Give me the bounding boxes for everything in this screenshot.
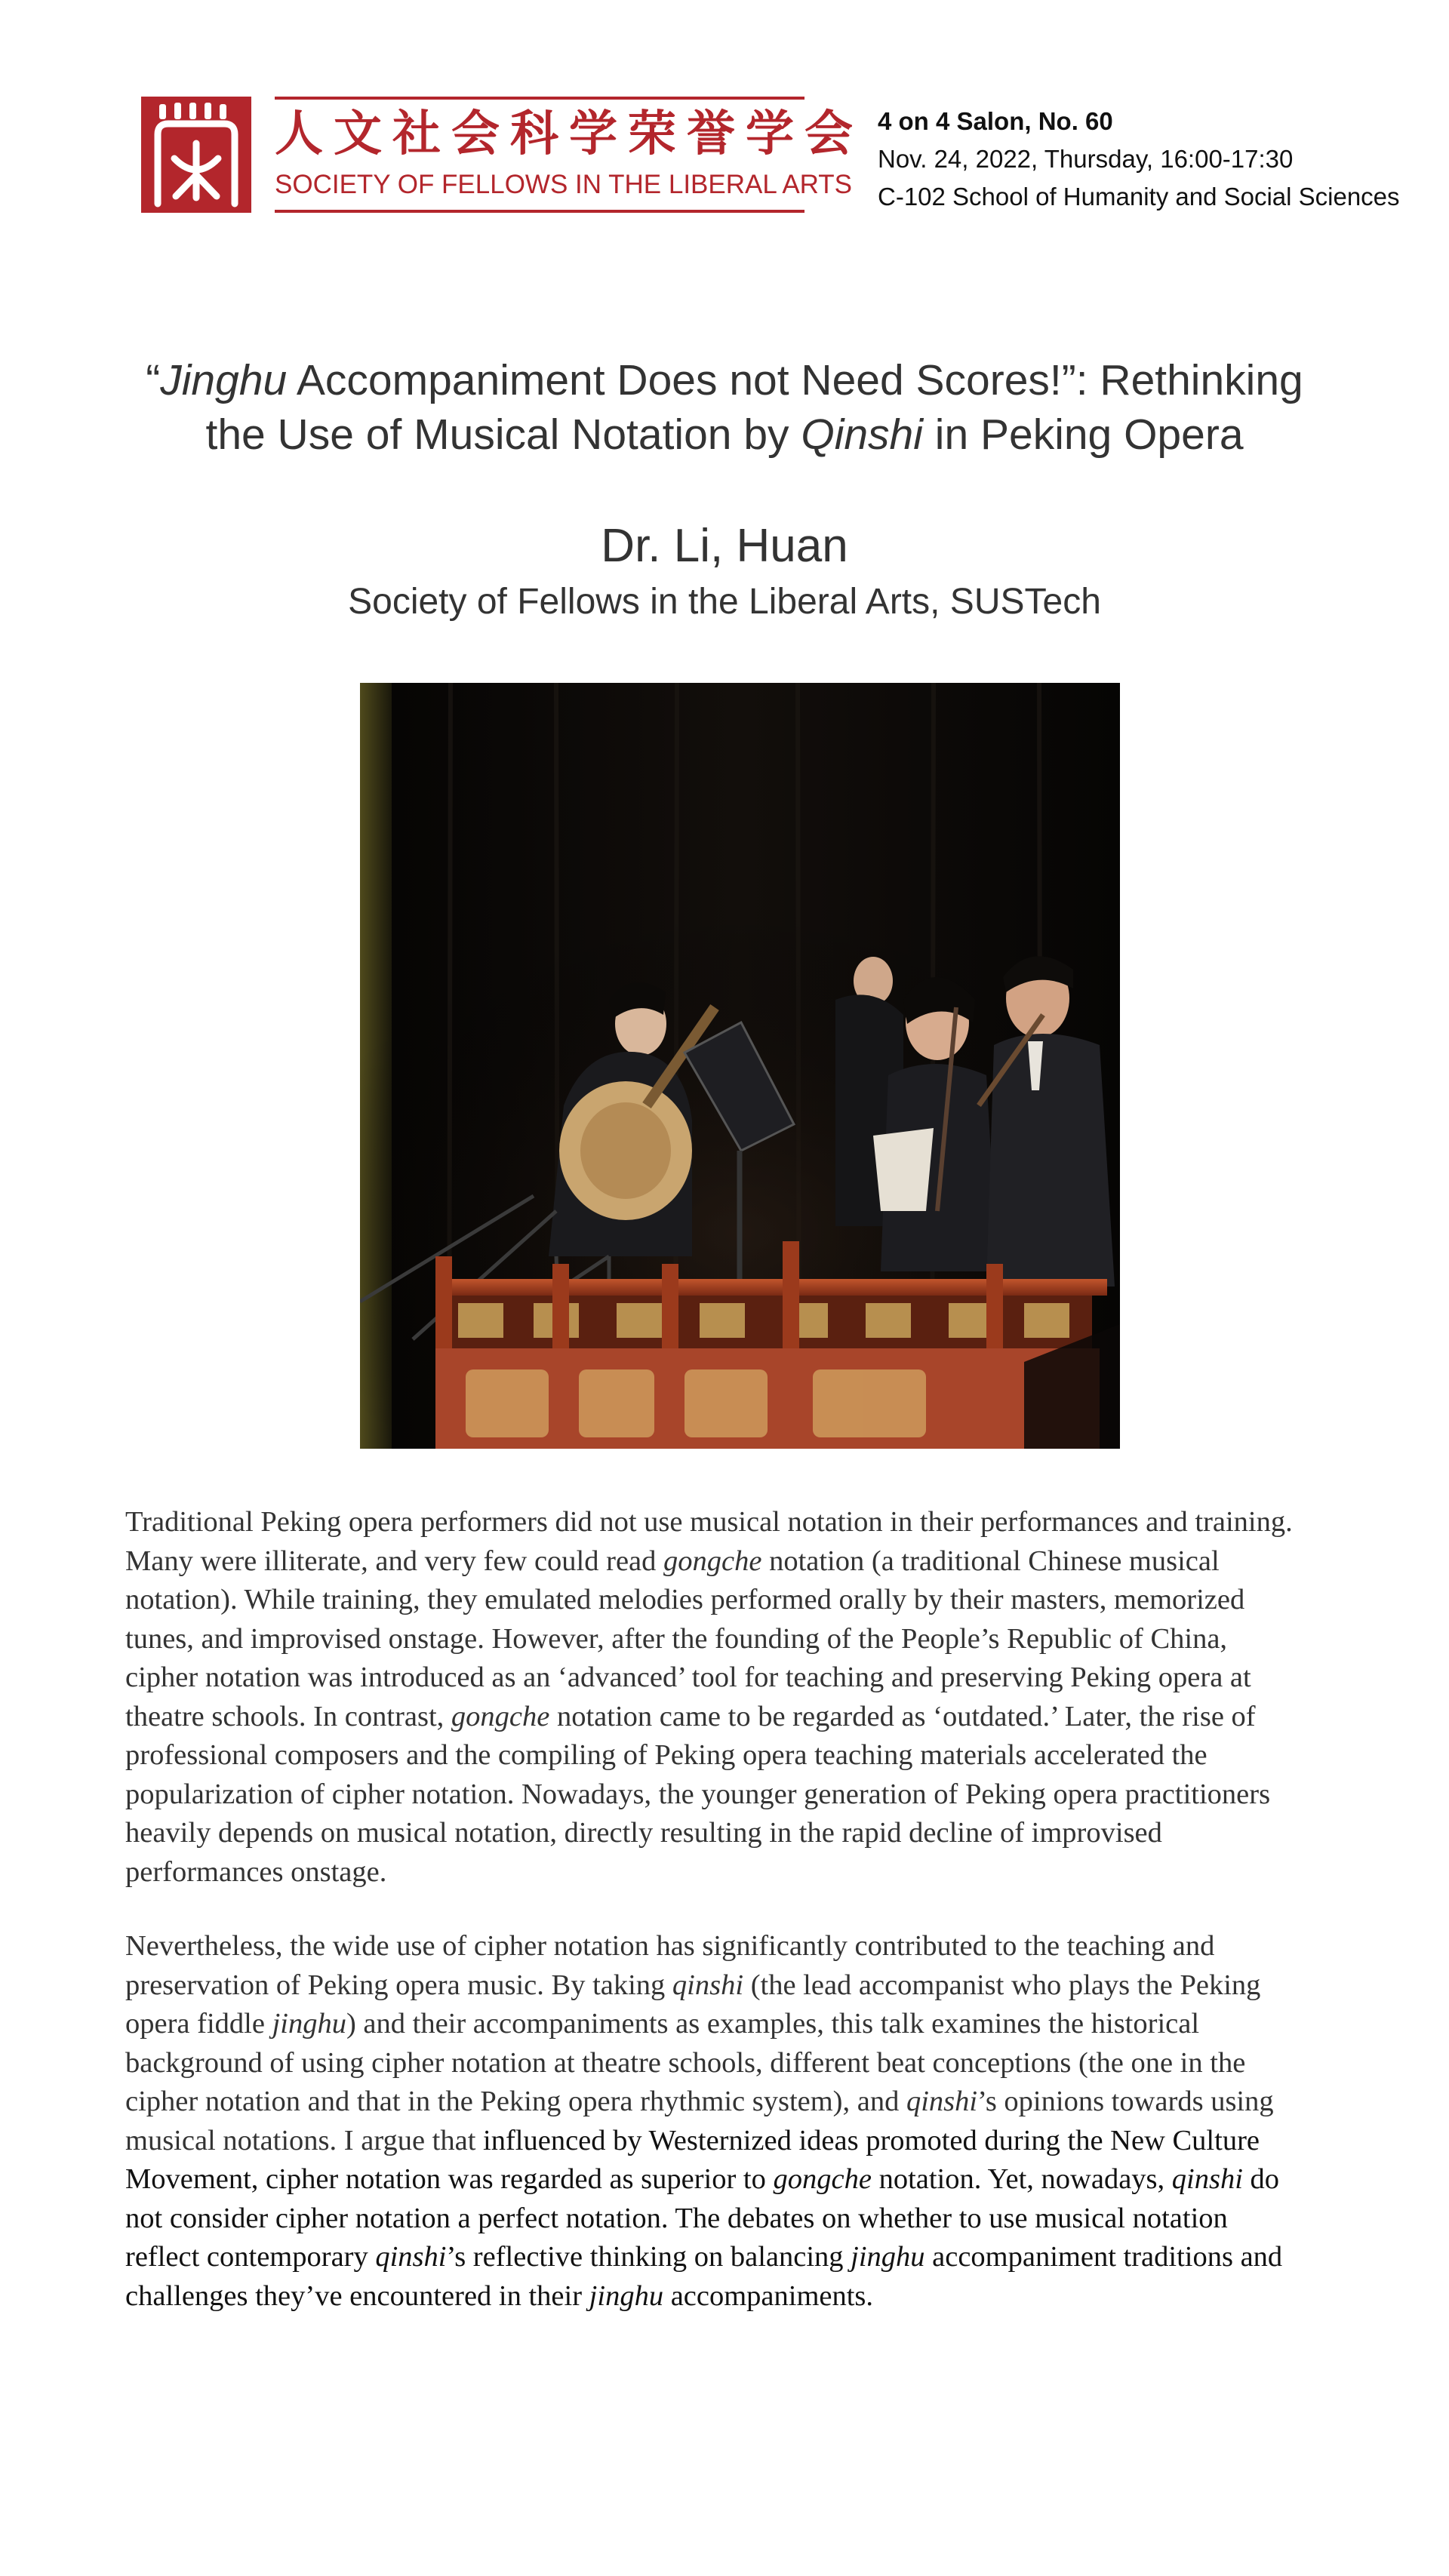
abstract-p1-italic-gongche: gongche (663, 1545, 762, 1577)
abstract-p2-text-g: do not consider cipher notation a perfect notation. The debates on whether to use musical notation reflect contemporary (125, 2163, 1280, 2273)
title-open-quote: “ (146, 356, 161, 404)
title-text-1: Accompaniment Does not Need Scores!”: Rethinking (287, 356, 1303, 404)
speaker-affiliation: Society of Fellows in the Liberal Arts, SUSTech (348, 582, 1101, 622)
abstract-p1-text-a: Traditional Peking opera performers did not use musical notation in their performances and training. Many were illiterate, and very few could read (125, 1506, 1293, 1577)
society-seal-logo (141, 97, 251, 213)
abstract-p2-text-k: accompaniments. (663, 2279, 874, 2312)
society-name-chinese: 人文社会科学荣誉学会 (275, 106, 863, 162)
abstract-p2-italic-jinghu-2: jinghu (851, 2241, 925, 2273)
abstract-p2-italic-jinghu-3: jinghu (589, 2279, 664, 2312)
performance-photo (360, 683, 1120, 1449)
seal-glyph-icon (141, 97, 251, 213)
abstract-p2-italic-gongche: gongche (773, 2163, 872, 2195)
talk-title-line-2 (106, 407, 1343, 462)
abstract-p2-text-c: ) and their accompaniments as examples, this talk examines the historical background of using cipher notation at theatre schools, different beat conceptions (the one in the cipher notation and that in the Peking opera rhythmic system), and (125, 2008, 1246, 2117)
event-venue: C-102 School of Humanity and Social Sciences (878, 183, 1400, 211)
abstract-p2-italic-qinshi-4: qinshi (375, 2241, 447, 2273)
title-text-3: in Peking Opera (922, 410, 1244, 459)
abstract-p2-text-e: influenced by Westernized ideas promoted during the New Culture Movement, cipher notation was regarded as superior to (125, 2124, 1260, 2195)
abstract-p2-italic-qinshi-3: qinshi (1171, 2163, 1243, 2195)
abstract-p2-text-h: ’s reflective thinking on balancing (446, 2241, 851, 2273)
abstract-p1-text-b: notation (a traditional Chinese musical notation). While training, they emulated melodies performed orally by their masters, memorized tunes, and improvised onstage. However, after the founding of the People’s Republic of China, cipher notation was introduced as an ‘advanced’ tool for teaching and preserving Peking opera at theatre schools. In contrast, (125, 1545, 1251, 1732)
talk-title-line-1 (106, 353, 1343, 407)
page-header (0, 0, 1449, 226)
talk-title (106, 353, 1343, 462)
abstract-p2-text-a: Nevertheless, the wide use of cipher notation has significantly contributed to the teaching and preservation of Peking opera music. By taking (125, 1930, 1215, 2001)
abstract-p1-text-c: notation came to be regarded as ‘outdated.’ Later, the rise of professional composers and the compiling of Peking opera teaching materials accelerated the popularization of cipher notation. Nowadays, the younger generation of Peking opera practitioners heavily depends on musical notation, directly resulting in the rapid decline of improvised performances onstage. (125, 1700, 1271, 1888)
peking-opera-musicians-image (360, 683, 1120, 1449)
logo-bottom-rule (275, 210, 804, 213)
abstract-p2-italic-qinshi-2: qinshi (906, 2086, 978, 2117)
abstract-p2-text-f: notation. Yet, nowadays, (871, 2163, 1172, 2195)
event-datetime: Nov. 24, 2022, Thursday, 16:00-17:30 (878, 145, 1294, 173)
abstract-p2-italic-jinghu: jinghu (272, 2008, 346, 2040)
abstract-p1-italic-gongche-2: gongche (451, 1700, 550, 1732)
talk-abstract (125, 1503, 1303, 2351)
abstract-p2-text-j: accompaniment traditions and challenges they’ve encountered in their (125, 2241, 1283, 2312)
abstract-p2-text-b: (the lead accompanist who plays the Peking opera fiddle (125, 1969, 1261, 2040)
speaker-name: Dr. Li, Huan (601, 520, 848, 572)
society-name-english: SOCIETY OF FELLOWS IN THE LIBERAL ARTS (275, 170, 853, 199)
abstract-paragraph-1 (125, 1503, 1303, 1892)
logo-top-rule (275, 97, 804, 100)
title-italic-qinshi: Qinshi (801, 410, 923, 459)
event-info (878, 103, 1400, 216)
salon-number: 4 on 4 Salon, No. 60 (878, 107, 1113, 135)
abstract-p2-italic-qinshi: qinshi (672, 1969, 744, 2001)
abstract-paragraph-2 (125, 1927, 1303, 2316)
title-italic-jinghu: Jinghu (160, 356, 288, 404)
title-text-2: the Use of Musical Notation by (205, 410, 801, 459)
abstract-p2-text-d: ’s opinions towards using musical notations. I argue that (125, 2086, 1274, 2156)
